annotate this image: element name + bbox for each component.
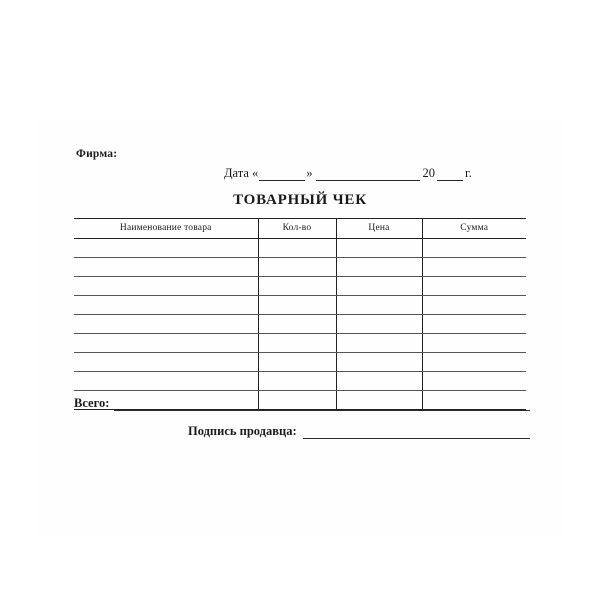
cell-sum[interactable] <box>422 296 526 315</box>
cell-sum[interactable] <box>422 277 526 296</box>
cell-sum[interactable] <box>422 239 526 258</box>
cell-sum[interactable] <box>422 315 526 334</box>
total-line <box>74 396 530 411</box>
total-value-blank[interactable] <box>114 398 530 411</box>
cell-qty[interactable] <box>258 296 336 315</box>
column-header-sum: Сумма <box>422 219 526 239</box>
items-table-head <box>74 219 526 239</box>
signature-label: Подпись продавца: <box>188 424 297 438</box>
table-row[interactable] <box>74 334 526 353</box>
total-label: Всего: <box>74 396 110 410</box>
items-table-body <box>74 239 526 410</box>
cell-name[interactable] <box>74 277 258 296</box>
table-row[interactable] <box>74 372 526 391</box>
date-day-blank[interactable] <box>259 168 305 181</box>
cell-price[interactable] <box>336 296 422 315</box>
table-row[interactable] <box>74 315 526 334</box>
items-table-header-row <box>74 219 526 239</box>
cell-name[interactable] <box>74 334 258 353</box>
cell-qty[interactable] <box>258 315 336 334</box>
cell-qty[interactable] <box>258 277 336 296</box>
cell-name[interactable] <box>74 258 258 277</box>
signature-line <box>188 424 530 439</box>
column-header-price: Цена <box>336 219 422 239</box>
signature-value-blank[interactable] <box>303 426 530 439</box>
cell-sum[interactable] <box>422 334 526 353</box>
date-label-prefix: Дата « <box>224 166 259 180</box>
cell-price[interactable] <box>336 315 422 334</box>
date-year-blank[interactable] <box>437 168 463 181</box>
cell-price[interactable] <box>336 372 422 391</box>
table-row[interactable] <box>74 277 526 296</box>
cell-qty[interactable] <box>258 334 336 353</box>
cell-qty[interactable] <box>258 353 336 372</box>
cell-price[interactable] <box>336 334 422 353</box>
date-month-blank[interactable] <box>316 168 420 181</box>
cell-sum[interactable] <box>422 258 526 277</box>
table-row[interactable] <box>74 296 526 315</box>
cell-sum[interactable] <box>422 372 526 391</box>
table-row[interactable] <box>74 239 526 258</box>
column-header-name: Наименование товара <box>74 219 258 239</box>
cell-name[interactable] <box>74 239 258 258</box>
cell-price[interactable] <box>336 353 422 372</box>
column-header-qty: Кол-во <box>258 219 336 239</box>
table-row[interactable] <box>74 258 526 277</box>
table-row[interactable] <box>74 353 526 372</box>
cell-name[interactable] <box>74 353 258 372</box>
cell-qty[interactable] <box>258 372 336 391</box>
cell-name[interactable] <box>74 296 258 315</box>
year-suffix: г. <box>465 166 472 180</box>
cell-name[interactable] <box>74 372 258 391</box>
cell-name[interactable] <box>74 315 258 334</box>
firm-label: Фирма: <box>76 148 118 160</box>
cell-qty[interactable] <box>258 239 336 258</box>
items-table <box>74 218 526 410</box>
cell-price[interactable] <box>336 239 422 258</box>
cell-price[interactable] <box>336 258 422 277</box>
year-prefix: 20 <box>422 166 436 180</box>
cell-price[interactable] <box>336 277 422 296</box>
date-label-quote-close: » <box>306 166 313 180</box>
receipt-form <box>38 118 562 538</box>
date-line <box>224 166 472 181</box>
document-title: ТОВАРНЫЙ ЧЕК <box>233 192 367 208</box>
cell-qty[interactable] <box>258 258 336 277</box>
cell-sum[interactable] <box>422 353 526 372</box>
